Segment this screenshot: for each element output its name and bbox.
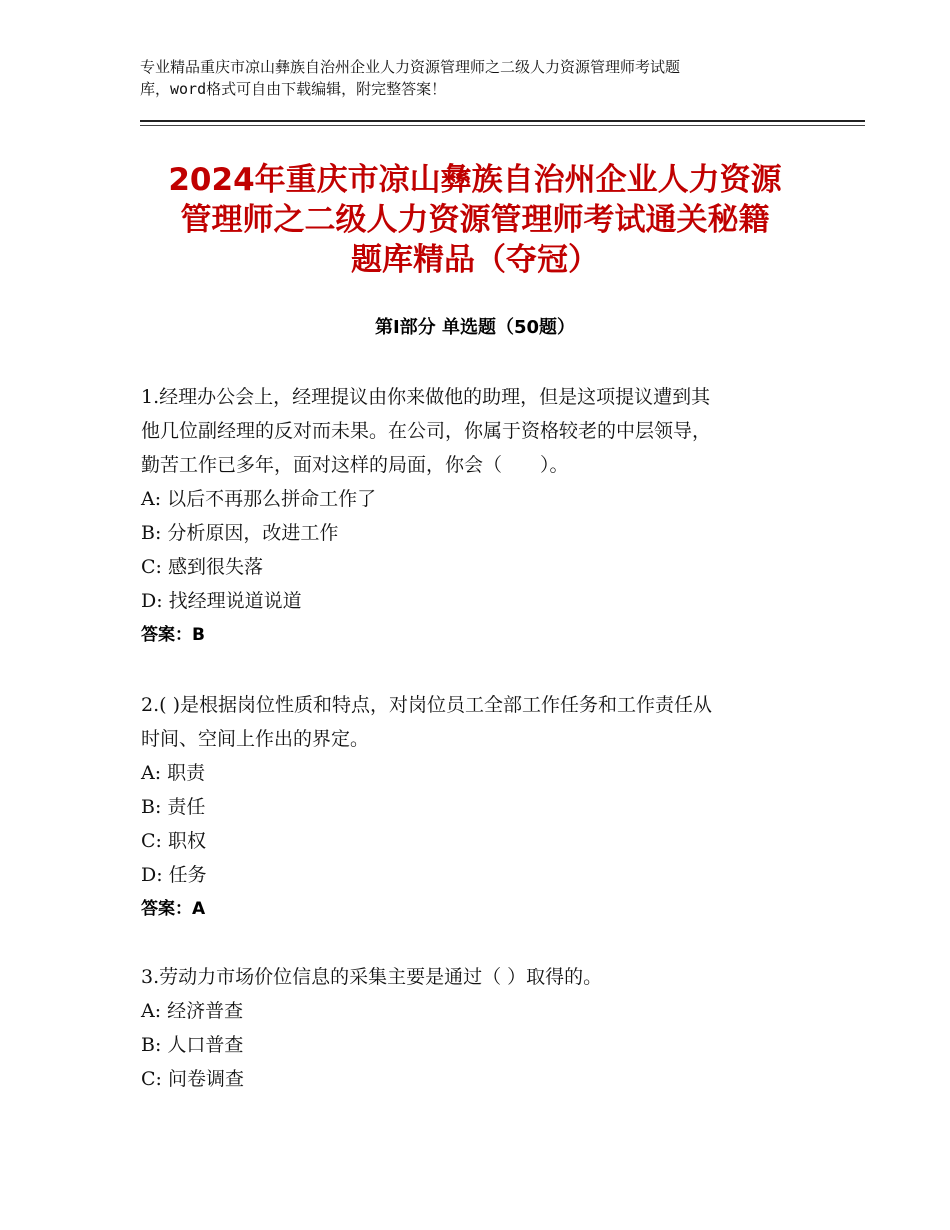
question-2-option-d: D: 任务	[141, 864, 207, 886]
document-title-line-3: 题库精品（夺冠）	[351, 242, 599, 278]
question-2	[141, 688, 821, 926]
question-1-option-b: B: 分析原因，改进工作	[141, 522, 339, 544]
header-divider-thick	[140, 120, 865, 122]
header-note	[140, 56, 830, 100]
question-2-option-b: B: 责任	[141, 796, 206, 818]
header-note-line-1: 专业精品重庆市凉山彝族自治州企业人力资源管理师之二级人力资源管理师考试题	[140, 58, 681, 76]
question-1-option-a: A: 以后不再那么拼命工作了	[141, 488, 377, 510]
question-1-text-line-3: 勤苦工作已多年，面对这样的局面，你会（ ）。	[141, 454, 569, 476]
question-2-answer: 答案：A	[141, 899, 206, 919]
question-3-option-a: A: 经济普查	[141, 1000, 244, 1022]
document-title	[120, 160, 830, 280]
question-1-option-d: D: 找经理说道说道	[141, 590, 302, 612]
question-2-option-c: C: 职权	[141, 830, 206, 852]
question-2-text-line-2: 时间、空间上作出的界定。	[141, 728, 370, 750]
question-1-text-line-1: 1.经理办公会上，经理提议由你来做他的助理，但是这项提议遭到其	[141, 386, 711, 408]
section-title: 第Ⅰ部分 单选题（50题）	[374, 317, 575, 338]
question-1	[141, 380, 821, 652]
question-1-option-c: C: 感到很失落	[141, 556, 263, 578]
header-note-line-2: 库，word格式可自由下载编辑，附完整答案！	[140, 80, 447, 98]
header-divider-thin	[140, 125, 865, 126]
question-1-text-line-2: 他几位副经理的反对而未果。在公司，你属于资格较老的中层领导，	[141, 420, 712, 442]
question-3-text-line-1: 3.劳动力市场价位信息的采集主要是通过（ ）取得的。	[141, 966, 603, 988]
question-3	[141, 960, 821, 1096]
question-3-option-c: C: 问卷调查	[141, 1068, 244, 1090]
question-1-answer: 答案：B	[141, 625, 205, 645]
question-3-option-b: B: 人口普查	[141, 1034, 244, 1056]
question-2-option-a: A: 职责	[141, 762, 206, 784]
document-title-line-1: 2024年重庆市凉山彝族自治州企业人力资源	[168, 162, 782, 198]
document-title-line-2: 管理师之二级人力资源管理师考试通关秘籍	[180, 202, 770, 238]
question-2-text-line-1: 2.( )是根据岗位性质和特点，对岗位员工全部工作任务和工作责任从	[141, 694, 712, 716]
